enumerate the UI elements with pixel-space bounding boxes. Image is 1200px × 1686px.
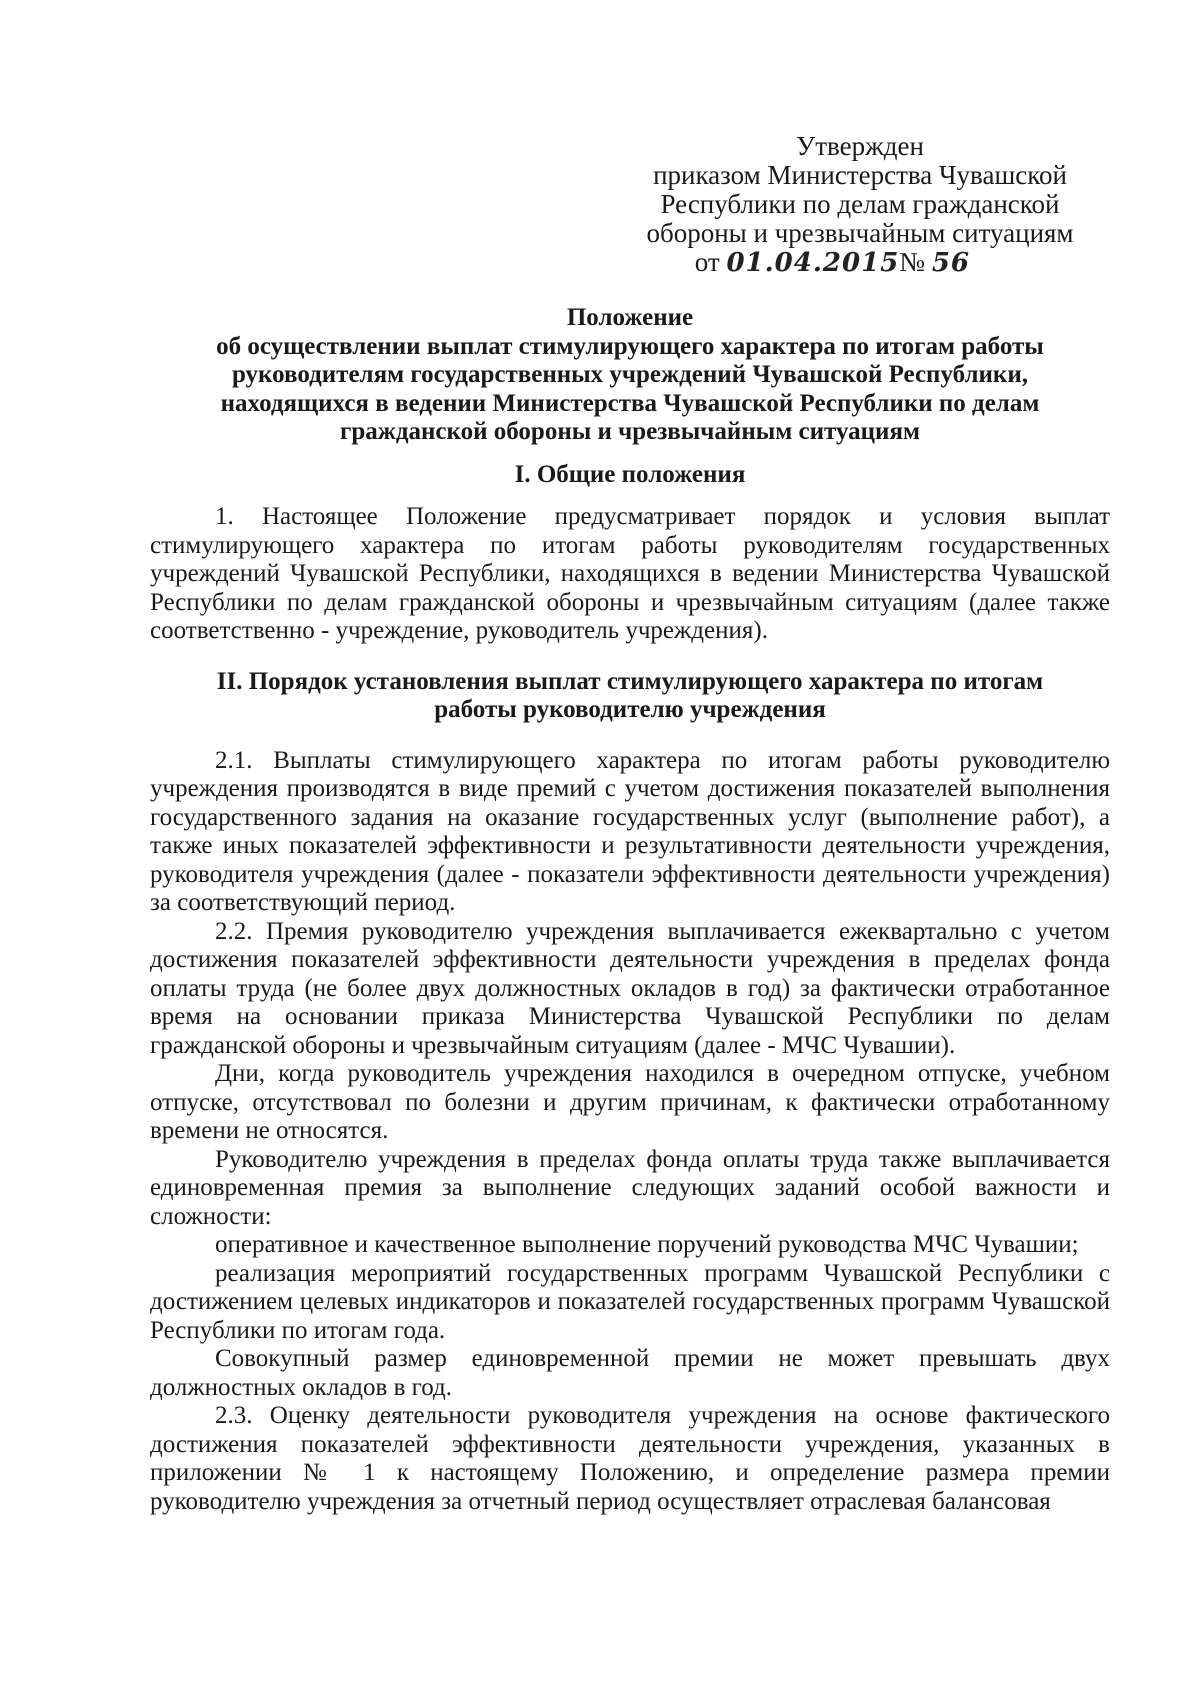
approval-line: Республики по делам гражданской	[660, 189, 1060, 219]
approval-line: Утвержден	[796, 131, 924, 161]
paragraph-days: Дни, когда руководитель учреждения находился в очередном отпуске, учебном отпуске, отсутствовал по болезни и другим причинам, к фактически отработанному времени не относятся.	[150, 1060, 1110, 1144]
section-2-heading	[150, 668, 1110, 725]
section-1-heading: I. Общие положения	[514, 460, 746, 488]
section-2-heading-line: работы руководителю учреждения	[434, 696, 826, 723]
paragraph-2-2: 2.2. Премия руководителю учреждения выплачивается ежеквартально с учетом достижения показателей эффективности деятельности учреждения в пределах фонда оплаты труда (не более двух должностных окладов в год) за фактически отработанное время на основании приказа Министерства Чувашской Республики по делам гражданской обороны и чрезвычайным ситуациям (далее - МЧС Чувашии).	[150, 917, 1110, 1059]
paragraph-item-1: оперативное и качественное выполнение поручений руководства МЧС Чувашии;	[215, 1231, 1079, 1258]
paragraph-2-3: 2.3. Оценку деятельности руководителя учреждения на основе фактического достижения показателей эффективности деятельности учреждения, указанных в приложении № 1 к настоящему Положению, и определение размера премии руководителю учреждения за отчетный период осуществляет отраслевая балансовая	[150, 1402, 1110, 1515]
approval-line: обороны и чрезвычайным ситуациям	[646, 218, 1074, 248]
paragraph-onetime-bonus: Руководителю учреждения в пределах фонда оплаты труда также выплачивается единовременная премия за выполнение следующих заданий особой важности и сложности:	[150, 1145, 1110, 1230]
document-body	[150, 304, 1110, 1516]
paragraph-item-2: реализация мероприятий государственных программ Чувашской Республики с достижением целевых индикаторов и показателей государственных программ Чувашской Республики по итогам года.	[150, 1259, 1110, 1344]
approval-line: приказом Министерства Чувашской	[653, 160, 1067, 190]
approval-date-line	[600, 248, 1120, 278]
title-line: гражданской обороны и чрезвычайным ситуациям	[339, 418, 921, 445]
paragraph-1: 1. Настоящее Положение предусматривает порядок и условия выплат стимулирующего характера по итогам работы руководителям государственных учреждений Чувашской Республики, находящихся в ведении Министерства Чувашской Республики по делам гражданской обороны и чрезвычайным ситуациям (далее также соответственно - учреждение, руководитель учреждения).	[150, 503, 1110, 644]
title-line: об осуществлении выплат стимулирующего характера по итогам работы	[216, 332, 1044, 360]
handwritten-date: 01.04.2015	[726, 248, 900, 278]
number-sign: №	[899, 247, 926, 277]
paragraph-total-bonus: Совокупный размер единовременной премии не может превышать двух должностных окладов в год.	[150, 1345, 1110, 1401]
title-line: Положение	[566, 304, 694, 331]
handwritten-number: 56	[931, 248, 970, 278]
title-line: руководителям государственных учреждений Чувашской Республики,	[231, 361, 1028, 388]
section-2-heading-line: II. Порядок установления выплат стимулирующего характера по итогам	[216, 667, 1044, 695]
paragraph-2-1: 2.1. Выплаты стимулирующего характера по итогам работы руководителю учреждения производятся в виде премий с учетом достижения показателей выполнения государственного задания на оказание государственных услуг (выполнение работ), а также иных показателей эффективности и результативности деятельности учреждения, руководителя учреждения (далее - показатели эффективности деятельности учреждения) за соответствующий период.	[150, 746, 1110, 916]
date-prefix: от	[694, 247, 720, 277]
title-line: находящихся в ведении Министерства Чувашской Республики по делам	[220, 389, 1040, 417]
approval-block	[600, 132, 1120, 278]
document-title	[150, 304, 1110, 447]
